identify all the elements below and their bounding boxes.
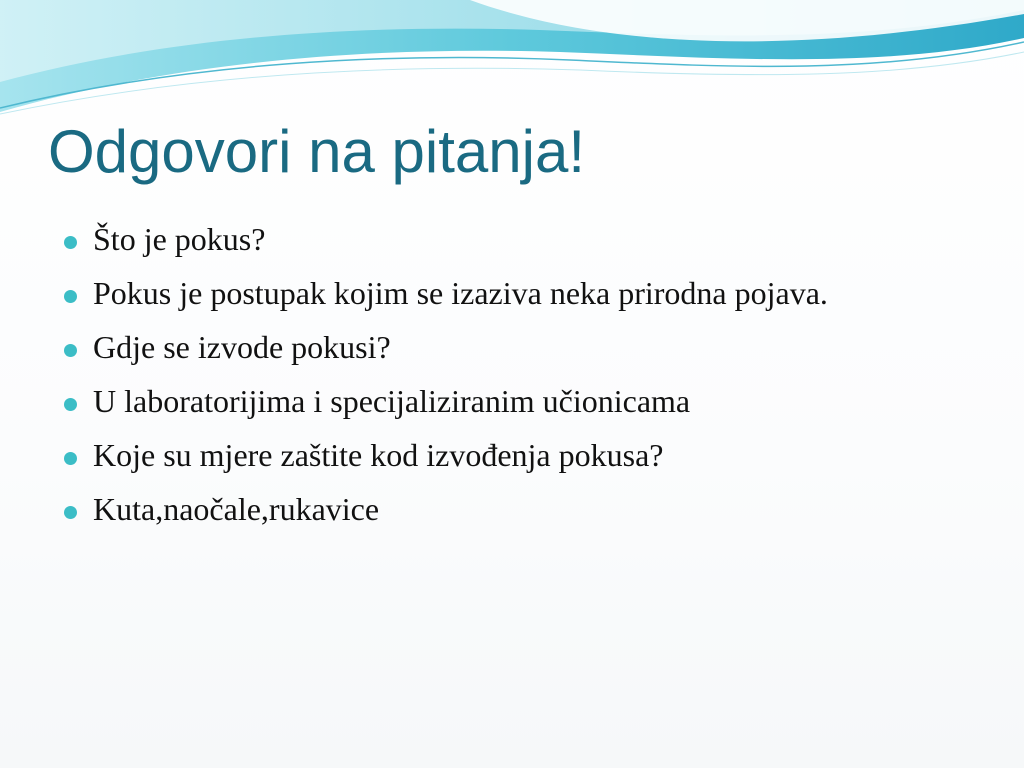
bullet-dot-icon [64, 398, 77, 411]
bullet-dot-icon [64, 452, 77, 465]
list-item-text: Što je pokus? [93, 221, 266, 257]
list-item [64, 488, 884, 531]
decorative-wave-header [0, 0, 1024, 130]
list-item-text: Pokus je postupak kojim se izaziva neka prirodna pojava. [93, 275, 828, 311]
bullet-dot-icon [64, 290, 77, 303]
list-item [64, 326, 884, 369]
list-item-text: Kuta,naočale,rukavice [93, 491, 380, 527]
list-item [64, 272, 884, 315]
list-item [64, 380, 884, 423]
list-item-text: U laboratorijima i specijaliziranim učionicama [93, 383, 691, 419]
list-item-text: Koje su mjere zaštite kod izvođenja pokusa? [93, 437, 664, 473]
list-item-text: Gdje se izvode pokusi? [93, 329, 391, 365]
list-item [64, 434, 884, 477]
page-title: Odgovori na pitanja! [48, 118, 586, 185]
bullet-list [64, 218, 884, 542]
list-item [64, 218, 884, 261]
bullet-dot-icon [64, 506, 77, 519]
bullet-dot-icon [64, 344, 77, 357]
bullet-dot-icon [64, 236, 77, 249]
